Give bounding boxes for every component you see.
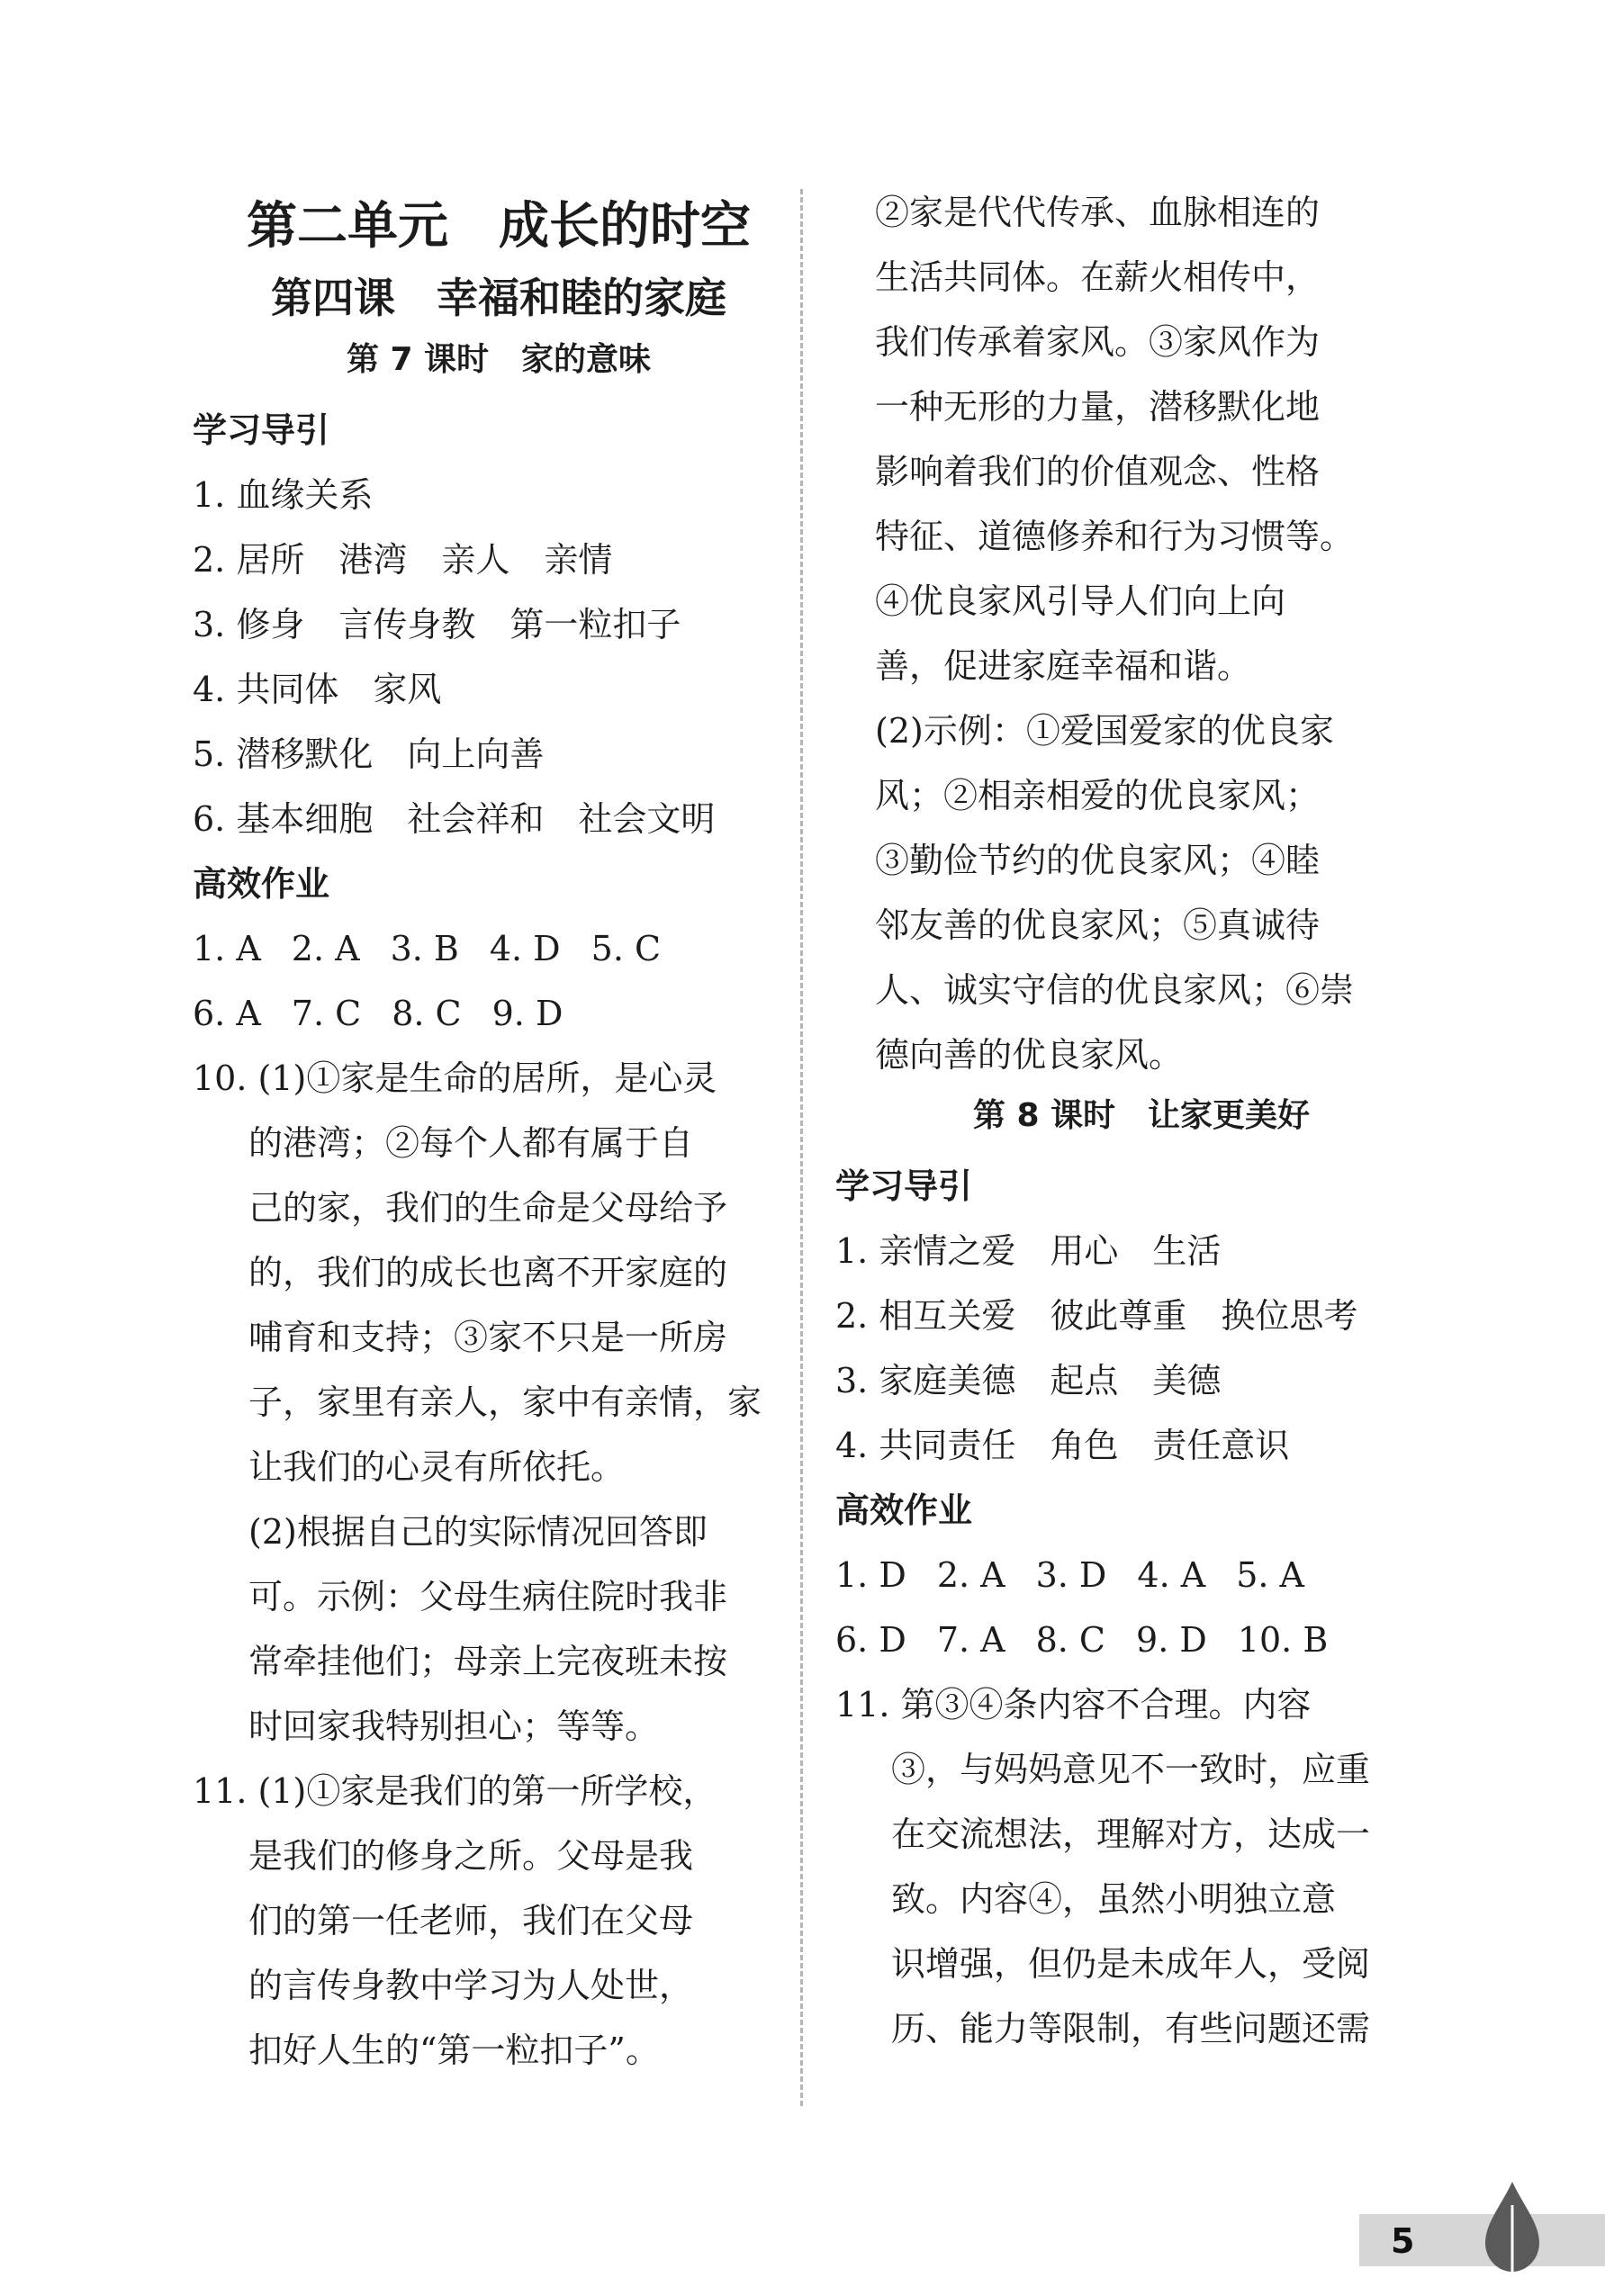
q11-line: 在交流想法，理解对方，达成一 — [891, 1814, 1371, 1854]
mc-answers-row — [193, 981, 787, 1046]
mc-answer: 7. A — [936, 1620, 1005, 1660]
mc-answer: 6. A — [193, 994, 261, 1033]
q11-line: 影响着我们的价值观念、性格 — [875, 452, 1321, 491]
q10-line: 子，家里有亲人，家中有亲情，家 — [248, 1382, 762, 1422]
q11-line: 识增强，但仍是未成年人，受阅 — [891, 1944, 1371, 1984]
q10-line: 可。示例：父母生病住院时我非 — [248, 1577, 728, 1616]
period-7-title: 第 7 课时 家的意味 — [346, 341, 652, 378]
mc-answer: 10. B — [1237, 1620, 1329, 1660]
q11-line: 生活共同体。在薪火相传中， — [875, 257, 1321, 297]
mc-answer: 6. D — [835, 1620, 906, 1660]
q11-line: 邻友善的优良家风；⑤真诚待 — [875, 905, 1321, 945]
q11-line: 善，促进家庭幸福和谐。 — [875, 646, 1252, 686]
page-number: 5 — [1391, 2221, 1415, 2261]
guide-item: 2. 相互关爱 彼此尊重 换位思考 — [835, 1296, 1358, 1336]
mc-answer: 8. C — [392, 994, 462, 1033]
q10-line: 让我们的心灵有所依托。 — [248, 1447, 626, 1487]
mc-answers-row — [193, 916, 787, 981]
q11-line: 特征、道德修养和行为习惯等。 — [875, 517, 1355, 556]
lesson-title: 第四课 幸福和睦的家庭 — [271, 274, 726, 322]
mc-answer: 8. C — [1035, 1620, 1106, 1660]
mc-answer: 9. D — [1136, 1620, 1207, 1660]
guide-item: 6. 基本细胞 社会祥和 社会文明 — [193, 799, 716, 839]
q11-line: 风；②相亲相爱的优良家风； — [875, 776, 1321, 815]
q11-line: 11. 第③④条内容不合理。内容 — [835, 1685, 1312, 1724]
leaf-icon — [1476, 2178, 1548, 2277]
q11-line: (2)示例：①爱国爱家的优良家 — [875, 711, 1334, 751]
left-column — [193, 171, 787, 2083]
column-divider — [800, 189, 803, 2106]
guide-item: 3. 家庭美德 起点 美德 — [835, 1361, 1222, 1400]
q10-line: 时回家我特别担心；等等。 — [248, 1706, 660, 1746]
q11-line: ③勤俭节约的优良家风；④睦 — [875, 841, 1321, 880]
q11-line: 11. (1)①家是我们的第一所学校， — [193, 1771, 717, 1811]
q10-line: 常牵挂他们；母亲上完夜班未按 — [248, 1642, 728, 1681]
q11-line: 们的第一任老师，我们在父母 — [248, 1901, 694, 1940]
mc-answer: 3. B — [390, 929, 459, 968]
mc-answer: 4. A — [1137, 1555, 1206, 1595]
q11-line: 致。内容④，虽然小明独立意 — [891, 1879, 1337, 1919]
q10-line: 己的家，我们的生命是父母给予 — [248, 1188, 728, 1228]
guide-item: 2. 居所 港湾 亲人 亲情 — [193, 540, 613, 580]
q10-line: 的港湾；②每个人都有属于自 — [248, 1123, 694, 1163]
q11-line: 人、诚实守信的优良家风；⑥崇 — [875, 970, 1355, 1010]
period-8-title: 第 8 课时 让家更美好 — [972, 1097, 1311, 1134]
guide-item: 1. 亲情之爱 用心 生活 — [835, 1231, 1222, 1271]
mc-answer: 3. D — [1035, 1555, 1107, 1595]
q11-line: 是我们的修身之所。父母是我 — [248, 1836, 694, 1876]
mc-answer: 5. A — [1236, 1555, 1304, 1595]
unit-title: 第二单元 成长的时空 — [247, 197, 751, 256]
q10-line: (2)根据自己的实际情况回答即 — [248, 1512, 708, 1552]
mc-answer: 1. D — [835, 1555, 906, 1595]
guide-item: 4. 共同责任 角色 责任意识 — [835, 1426, 1290, 1465]
q11-line: 历、能力等限制，有些问题还需 — [891, 2009, 1371, 2048]
mc-answer: 7. C — [291, 994, 362, 1033]
q11-line: 的言传身教中学习为人处世， — [248, 1966, 694, 2005]
mc-answer: 9. D — [491, 994, 564, 1033]
q11-line: ④优良家风引导人们向上向 — [875, 581, 1286, 621]
q11-line: 德向善的优良家风。 — [875, 1035, 1184, 1075]
mc-answer: 5. C — [591, 929, 662, 968]
guide-item: 3. 修身 言传身教 第一粒扣子 — [193, 605, 681, 644]
period-7-homework-heading: 高效作业 — [193, 864, 330, 904]
q11-line: ③，与妈妈意见不一致时，应重 — [891, 1750, 1371, 1789]
mc-answers-row — [835, 1607, 1429, 1672]
right-column — [835, 180, 1429, 2061]
guide-item: 4. 共同体 家风 — [193, 670, 442, 709]
q11-line: 我们传承着家风。③家风作为 — [875, 322, 1321, 362]
q11-line: ②家是代代传承、血脉相连的 — [875, 193, 1321, 232]
q10-line: 10. (1)①家是生命的居所，是心灵 — [193, 1058, 717, 1098]
mc-answer: 1. A — [193, 929, 261, 968]
guide-item: 1. 血缘关系 — [193, 475, 374, 515]
q11-line: 扣好人生的“第一粒扣子”。 — [248, 2030, 660, 2070]
q10-line: 的，我们的成长也离不开家庭的 — [248, 1253, 728, 1292]
period-8-homework-heading: 高效作业 — [835, 1490, 973, 1530]
mc-answer: 2. A — [936, 1555, 1005, 1595]
mc-answer: 4. D — [489, 929, 561, 968]
period-7-guide-heading: 学习导引 — [193, 410, 330, 450]
mc-answer: 2. A — [291, 929, 360, 968]
q10-line: 哺育和支持；③家不只是一所房 — [248, 1318, 728, 1357]
period-8-guide-heading: 学习导引 — [835, 1166, 973, 1206]
mc-answers-row — [835, 1543, 1429, 1607]
q11-line: 一种无形的力量，潜移默化地 — [875, 387, 1321, 427]
guide-item: 5. 潜移默化 向上向善 — [193, 734, 545, 774]
